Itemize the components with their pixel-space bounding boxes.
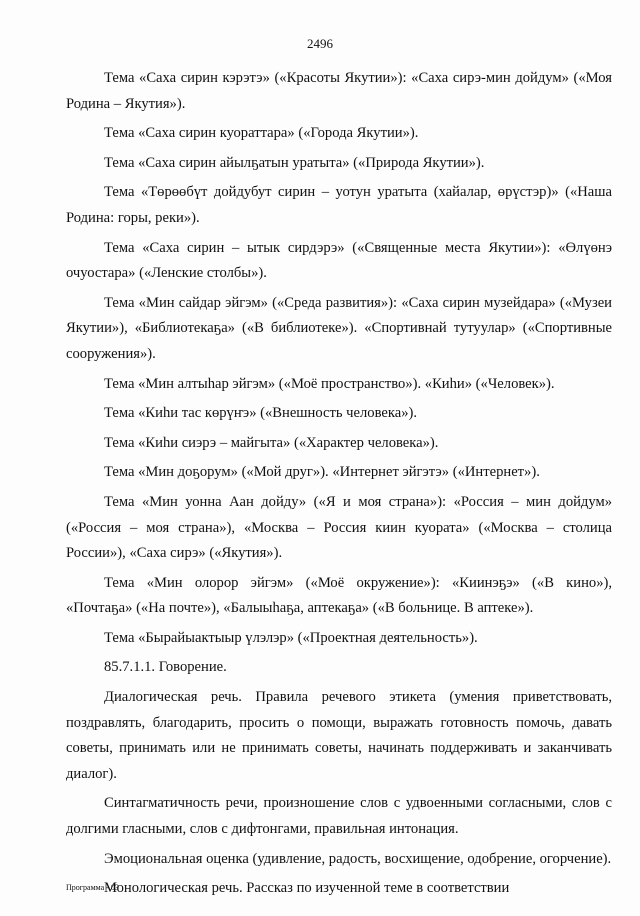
body-text	[66, 66, 612, 906]
paragraph: Эмоциональная оценка (удивление, радость, восхищение, одобрение, огорчение).	[104, 850, 612, 867]
paragraph: Тема «Мин доҕорум» («Мой друг»). «Интернет эйгэтэ» («Интернет»).	[104, 464, 540, 481]
paragraph: Тема «Мин олорор эйгэм» («Моё окружение»): «Киинэҕэ» («В кино»), «Почтаҕа» («На почте»), «Балыыһаҕа, аптекаҕа» («В больнице. В аптеке»).	[66, 574, 612, 617]
paragraph: Синтагматичность речи, произношение слов с удвоенными согласными, слов с долгими гласными, слов с дифтонгами, правильная интонация.	[66, 795, 612, 838]
footer-label: Программа - 03	[66, 883, 119, 892]
paragraph: Тема «Киһи тас көрүҥэ» («Внешность человека»).	[104, 405, 418, 422]
paragraph: Тема «Төрөөбүт дойдубут сирин – уотун уратыта (хайалар, өрүстэр)» («Наша Родина: горы, реки»).	[66, 184, 612, 226]
paragraph: Монологическая речь. Рассказ по изученной теме в соответствии	[104, 880, 510, 897]
paragraph: Тема «Мин уонна Аан дойду» («Я и моя страна»): «Россия – мин дойдум» («Россия – моя страна»), «Москва – Россия киин куората» («Москва – столица России»), «Саха сирэ» («Якутия»).	[66, 493, 612, 562]
paragraph: Тема «Мин алтыһар эйгэм» («Моё пространство»). «Киһи» («Человек»).	[104, 375, 555, 392]
page-number: 2496	[307, 36, 333, 51]
section-heading: 85.7.1.1. Говорение.	[104, 659, 227, 676]
paragraph: Диалогическая речь. Правила речевого этикета (умения приветствовать, поздравлять, благодарить, просить о помощи, выражать готовность помочь, давать советы, принимать или не принимать советы, начинать поддерживать и заканчивать диалог).	[66, 689, 612, 782]
paragraph: Тема «Киһи сиэрэ – майгыта» («Характер человека»).	[104, 434, 439, 451]
paragraph: Тема «Мин сайдар эйгэм» («Среда развития»): «Саха сирин музейдара» («Музеи Якутии»), «Библиотекаҕа» («В библиотеке»). «Спортивнай тутуулар» («Спортивные сооружения»).	[66, 294, 612, 362]
paragraph: Тема «Саха сирин куораттара» («Города Якутии»).	[104, 125, 419, 142]
paragraph: Тема «Саха сирин – ытык сирдэрэ» («Священные места Якутии»): «Өлүөнэ очуостара» («Ленские столбы»).	[66, 239, 612, 282]
paragraph: Тема «Саха сирин кэрэтэ» («Красоты Якутии»): «Саха сирэ-мин дойдум» («Моя Родина – Якутия»).	[66, 70, 612, 112]
paragraph: Тема «Бырайыактыыр үлэлэр» («Проектная деятельность»).	[104, 629, 478, 646]
paragraph: Тема «Саха сирин айылҕатын уратыта» («Природа Якутии»).	[104, 154, 485, 171]
